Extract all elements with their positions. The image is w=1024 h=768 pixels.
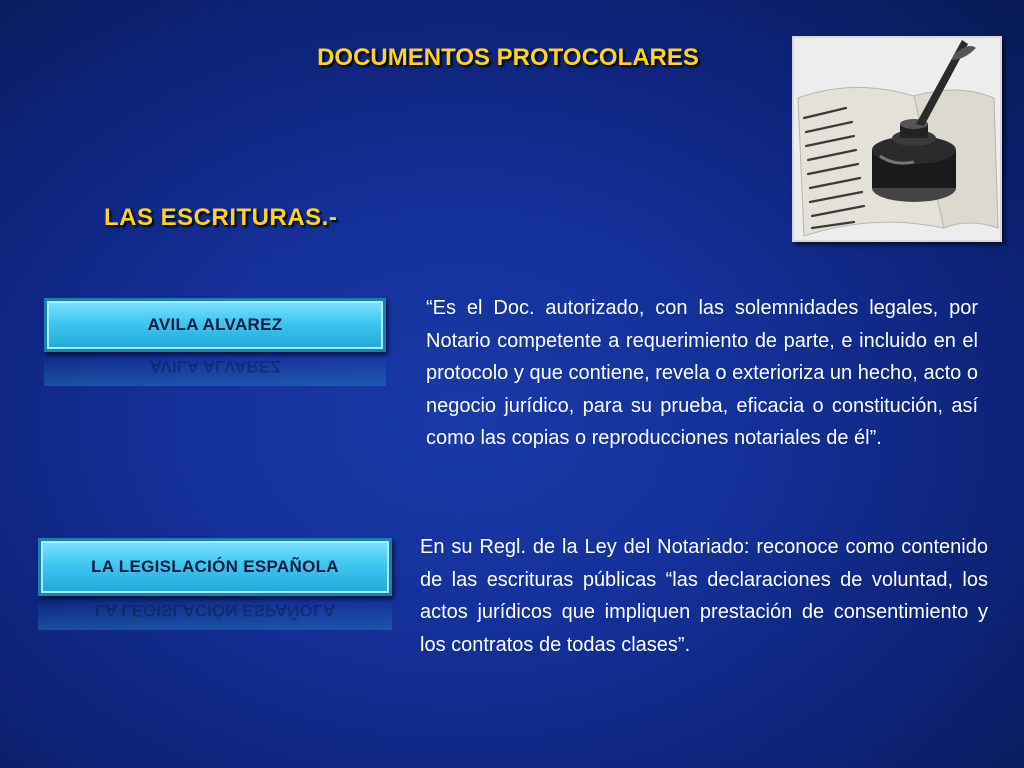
avila-alvarez-button-label: AVILA ALVAREZ [147,315,283,334]
slide-subtitle: LAS ESCRITURAS.- [104,204,338,231]
legislacion-espanola-button-label: LA LEGISLACIÓN ESPAÑOLA [91,557,339,576]
quill-inkwell-book-photo [792,36,1002,242]
legislacion-espanola-definition: En su Regl. de la Ley del Notariado: reconoce como contenido de las escrituras públicas “las declaraciones de voluntad, los actos jurídicos que impliquen prestación de consentimiento y los contratos de todas clases”. [420,536,988,656]
avila-alvarez-definition: “Es el Doc. autorizado, con las solemnidades legales, por Notario competente a requerimiento de parte, e incluido en el protocolo y que contiene, revela o exterioriza un hecho, acto o negocio jurídico, para su prueba, eficacia o constitución, así como las copias o reproducciones notariales de él”. [426,297,978,449]
avila-alvarez-reflection-label: AVILA ALVAREZ [149,357,281,376]
legislacion-espanola-reflection-label: LA LEGISLACIÓN ESPAÑOLA [94,601,336,620]
legislacion-espanola-button[interactable] [38,538,392,596]
legislacion-espanola-button-reflection [38,600,392,630]
avila-alvarez-button[interactable] [44,298,386,352]
slide-title: DOCUMENTOS PROTOCOLARES [317,44,699,71]
avila-alvarez-button-reflection [44,356,386,386]
quill-inkwell-icon [794,38,1000,240]
